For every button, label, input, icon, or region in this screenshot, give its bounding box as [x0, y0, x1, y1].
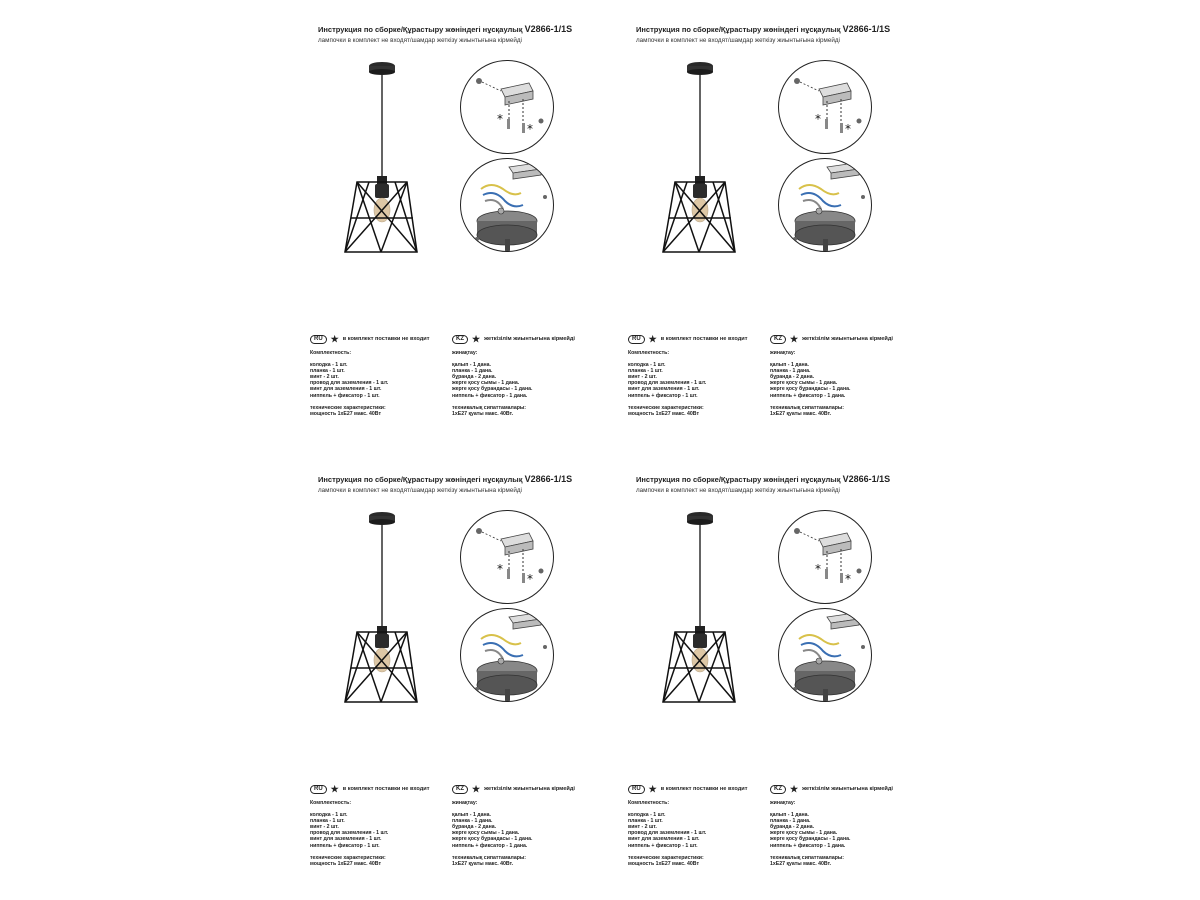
ru-badge: RU	[310, 335, 327, 344]
kit-item: колодка - 1 шт.	[628, 812, 666, 819]
kz-header	[770, 335, 893, 344]
kit-item: ниппель + фиксатор - 1 дана.	[770, 842, 846, 849]
kz-item-list	[770, 362, 893, 399]
kit-item: ниппель + фиксатор - 1 шт.	[628, 392, 698, 399]
kz-spec-value: 1хЕ27 қуаты макс. 40Вт.	[770, 860, 832, 867]
svg-text:*: *	[497, 112, 503, 126]
pendant-lamp-illustration	[653, 58, 738, 258]
pendant-lamp-illustration	[653, 508, 738, 708]
asterisk-icon: ★	[648, 784, 657, 794]
kz-badge: KZ	[770, 335, 786, 344]
kit-item: провод для заземления - 1 шт.	[628, 380, 707, 387]
kz-spec-value: 1хЕ27 қуаты макс. 40Вт.	[770, 410, 832, 417]
kit-item: бұранда - 2 дана.	[452, 824, 497, 831]
asterisk-icon: ★	[790, 784, 799, 794]
title-text: Инструкция по сборке/Құрастыру жөніндегі нұсқаулық	[318, 475, 523, 484]
sheet-title	[636, 24, 890, 34]
kit-item: жерге қосу сымы - 1 дана.	[452, 380, 520, 387]
kz-kit-label: жинақтау:	[452, 800, 478, 806]
kz-badge: KZ	[770, 785, 786, 794]
kit-item: винт для заземления - 1 шт.	[310, 836, 382, 843]
kz-kit-label: жинақтау:	[452, 350, 478, 356]
ru-specs-column	[628, 335, 747, 417]
ru-not-included: в комплект поставки не входит	[342, 336, 430, 343]
instruction-sheet	[318, 0, 918, 450]
kz-kit-label: жинақтау:	[770, 350, 796, 356]
kit-item: планка - 1 дана.	[452, 368, 493, 375]
ru-kit-label: Комплектность:	[310, 800, 352, 806]
kit-item: жерге қосу бұрандасы - 1 дана.	[452, 386, 533, 393]
kit-item: винт для заземления - 1 шт.	[310, 386, 382, 393]
kit-item: провод для заземления - 1 шт.	[310, 830, 389, 837]
svg-text:*: *	[527, 572, 533, 586]
kit-item: планка - 1 дана.	[452, 818, 493, 825]
kit-item: планка - 1 шт.	[628, 368, 663, 375]
kit-item: қалып - 1 дана.	[452, 812, 491, 819]
ru-kit-label: Комплектность:	[628, 350, 670, 356]
kit-item: жерге қосу бұрандасы - 1 дана.	[452, 836, 533, 843]
asterisk-icon: ★	[648, 334, 657, 344]
kit-item: винт для заземления - 1 шт.	[628, 386, 700, 393]
asterisk-icon: ★	[330, 334, 339, 344]
sheet-subtitle: лампочки в комплект не входят/шамдар жеткізу жиынтығына кірмейді	[318, 37, 522, 44]
kit-item: винт - 2 шт.	[310, 824, 339, 831]
ru-spec-value: мощность 1хЕ27 макс. 40Вт	[310, 410, 381, 417]
kz-spec-label: техникалық сипаттамалары:	[770, 404, 845, 411]
kit-item: жерге қосу сымы - 1 дана.	[770, 380, 838, 387]
kz-spec-label: техникалық сипаттамалары:	[770, 854, 845, 861]
asterisk-icon: ★	[472, 334, 481, 344]
bracket-mounting-diagram	[778, 60, 872, 154]
svg-text:*: *	[497, 562, 503, 576]
sheet-subtitle: лампочки в комплект не входят/шамдар жеткізу жиынтығына кірмейді	[636, 37, 840, 44]
title-text: Инструкция по сборке/Құрастыру жөніндегі нұсқаулық	[636, 475, 841, 484]
ru-not-included: в комплект поставки не входит	[660, 336, 748, 343]
ru-spec-label: технические характеристики:	[310, 854, 386, 861]
ru-spec-label: технические характеристики:	[628, 854, 704, 861]
ru-spec-label: технические характеристики:	[310, 404, 386, 411]
kz-spec-label: техникалық сипаттамалары:	[452, 854, 527, 861]
asterisk-icon: ★	[472, 784, 481, 794]
ru-spec-value: мощность 1хЕ27 макс. 40Вт	[628, 410, 699, 417]
kit-item: винт - 2 шт.	[628, 824, 657, 831]
kit-item: жерге қосу сымы - 1 дана.	[770, 830, 838, 837]
kit-item: винт - 2 шт.	[628, 374, 657, 381]
kz-item-list	[770, 812, 893, 849]
ru-specs-column	[628, 785, 747, 867]
kz-not-included: жеткізілім жиынтығына кірмейді	[802, 336, 893, 343]
ru-kit-label: Комплектность:	[628, 800, 670, 806]
instruction-sheet	[318, 450, 918, 900]
kit-item: колодка - 1 шт.	[628, 362, 666, 369]
kit-item: қалып - 1 дана.	[770, 362, 809, 369]
sheet-subtitle: лампочки в комплект не входят/шамдар жеткізу жиынтығына кірмейді	[318, 487, 522, 494]
svg-text:*: *	[845, 572, 851, 586]
kit-item: жерге қосу сымы - 1 дана.	[452, 830, 520, 837]
kit-item: бұранда - 2 дана.	[770, 824, 815, 831]
kz-not-included: жеткізілім жиынтығына кірмейді	[802, 786, 893, 793]
kit-item: қалып - 1 дана.	[452, 362, 491, 369]
ru-spec-value: мощность 1хЕ27 макс. 40Вт	[310, 860, 381, 867]
kit-item: планка - 1 дана.	[770, 818, 811, 825]
ru-header	[628, 335, 747, 344]
bracket-mounting-diagram	[778, 510, 872, 604]
ru-spec-label: технические характеристики:	[628, 404, 704, 411]
model-number: V2866-1/1S	[524, 24, 573, 34]
sheet-subtitle: лампочки в комплект не входят/шамдар жеткізу жиынтығына кірмейді	[636, 487, 840, 494]
kz-specs-column	[770, 785, 893, 867]
kz-header	[770, 785, 893, 794]
kit-item: колодка - 1 шт.	[310, 362, 348, 369]
kit-item: жерге қосу бұрандасы - 1 дана.	[770, 386, 851, 393]
asterisk-icon: ★	[330, 784, 339, 794]
kit-item: провод для заземления - 1 шт.	[310, 380, 389, 387]
kz-badge: KZ	[452, 785, 468, 794]
kit-item: жерге қосу бұрандасы - 1 дана.	[770, 836, 851, 843]
canopy-wiring-diagram	[778, 608, 872, 702]
ru-item-list	[628, 362, 747, 399]
kit-item: ниппель + фиксатор - 1 шт.	[310, 392, 380, 399]
ru-item-list	[628, 812, 747, 849]
kz-badge: KZ	[452, 335, 468, 344]
kit-item: ниппель + фиксатор - 1 шт.	[628, 842, 698, 849]
kit-item: планка - 1 шт.	[628, 818, 663, 825]
kit-item: қалып - 1 дана.	[770, 812, 809, 819]
kz-specs-column	[770, 335, 893, 417]
asterisk-icon: ★	[790, 334, 799, 344]
svg-text:*: *	[815, 112, 821, 126]
kz-spec-value: 1хЕ27 қуаты макс. 40Вт.	[452, 860, 514, 867]
kit-item: планка - 1 шт.	[310, 818, 345, 825]
ru-badge: RU	[310, 785, 327, 794]
kit-item: винт - 2 шт.	[310, 374, 339, 381]
kit-item: винт для заземления - 1 шт.	[628, 836, 700, 843]
ru-badge: RU	[628, 785, 645, 794]
kit-item: бұранда - 2 дана.	[452, 374, 497, 381]
model-number: V2866-1/1S	[842, 24, 891, 34]
kz-kit-label: жинақтау:	[770, 800, 796, 806]
model-number: V2866-1/1S	[524, 474, 573, 484]
svg-text:*: *	[527, 122, 533, 136]
title-text: Инструкция по сборке/Құрастыру жөніндегі нұсқаулық	[636, 25, 841, 34]
kit-item: бұранда - 2 дана.	[770, 374, 815, 381]
title-text: Инструкция по сборке/Құрастыру жөніндегі нұсқаулық	[318, 25, 523, 34]
svg-text:*: *	[845, 122, 851, 136]
kz-not-included: жеткізілім жиынтығына кірмейді	[484, 786, 575, 793]
kit-item: ниппель + фиксатор - 1 дана.	[770, 392, 846, 399]
sheet-title	[636, 474, 890, 484]
ru-kit-label: Комплектность:	[310, 350, 352, 356]
kit-item: ниппель + фиксатор - 1 шт.	[310, 842, 380, 849]
kit-item: ниппель + фиксатор - 1 дана.	[452, 842, 528, 849]
kit-item: планка - 1 дана.	[770, 368, 811, 375]
kit-item: планка - 1 шт.	[310, 368, 345, 375]
kz-spec-value: 1хЕ27 қуаты макс. 40Вт.	[452, 410, 514, 417]
ru-spec-value: мощность 1хЕ27 макс. 40Вт	[628, 860, 699, 867]
kz-spec-label: техникалық сипаттамалары:	[452, 404, 527, 411]
kz-not-included: жеткізілім жиынтығына кірмейді	[484, 336, 575, 343]
kit-item: ниппель + фиксатор - 1 дана.	[452, 392, 528, 399]
ru-badge: RU	[628, 335, 645, 344]
ru-not-included: в комплект поставки не входит	[660, 786, 748, 793]
kit-item: провод для заземления - 1 шт.	[628, 830, 707, 837]
ru-header	[628, 785, 747, 794]
svg-text:*: *	[815, 562, 821, 576]
model-number: V2866-1/1S	[842, 474, 891, 484]
kit-item: колодка - 1 шт.	[310, 812, 348, 819]
ru-not-included: в комплект поставки не входит	[342, 786, 430, 793]
canopy-wiring-diagram	[778, 158, 872, 252]
